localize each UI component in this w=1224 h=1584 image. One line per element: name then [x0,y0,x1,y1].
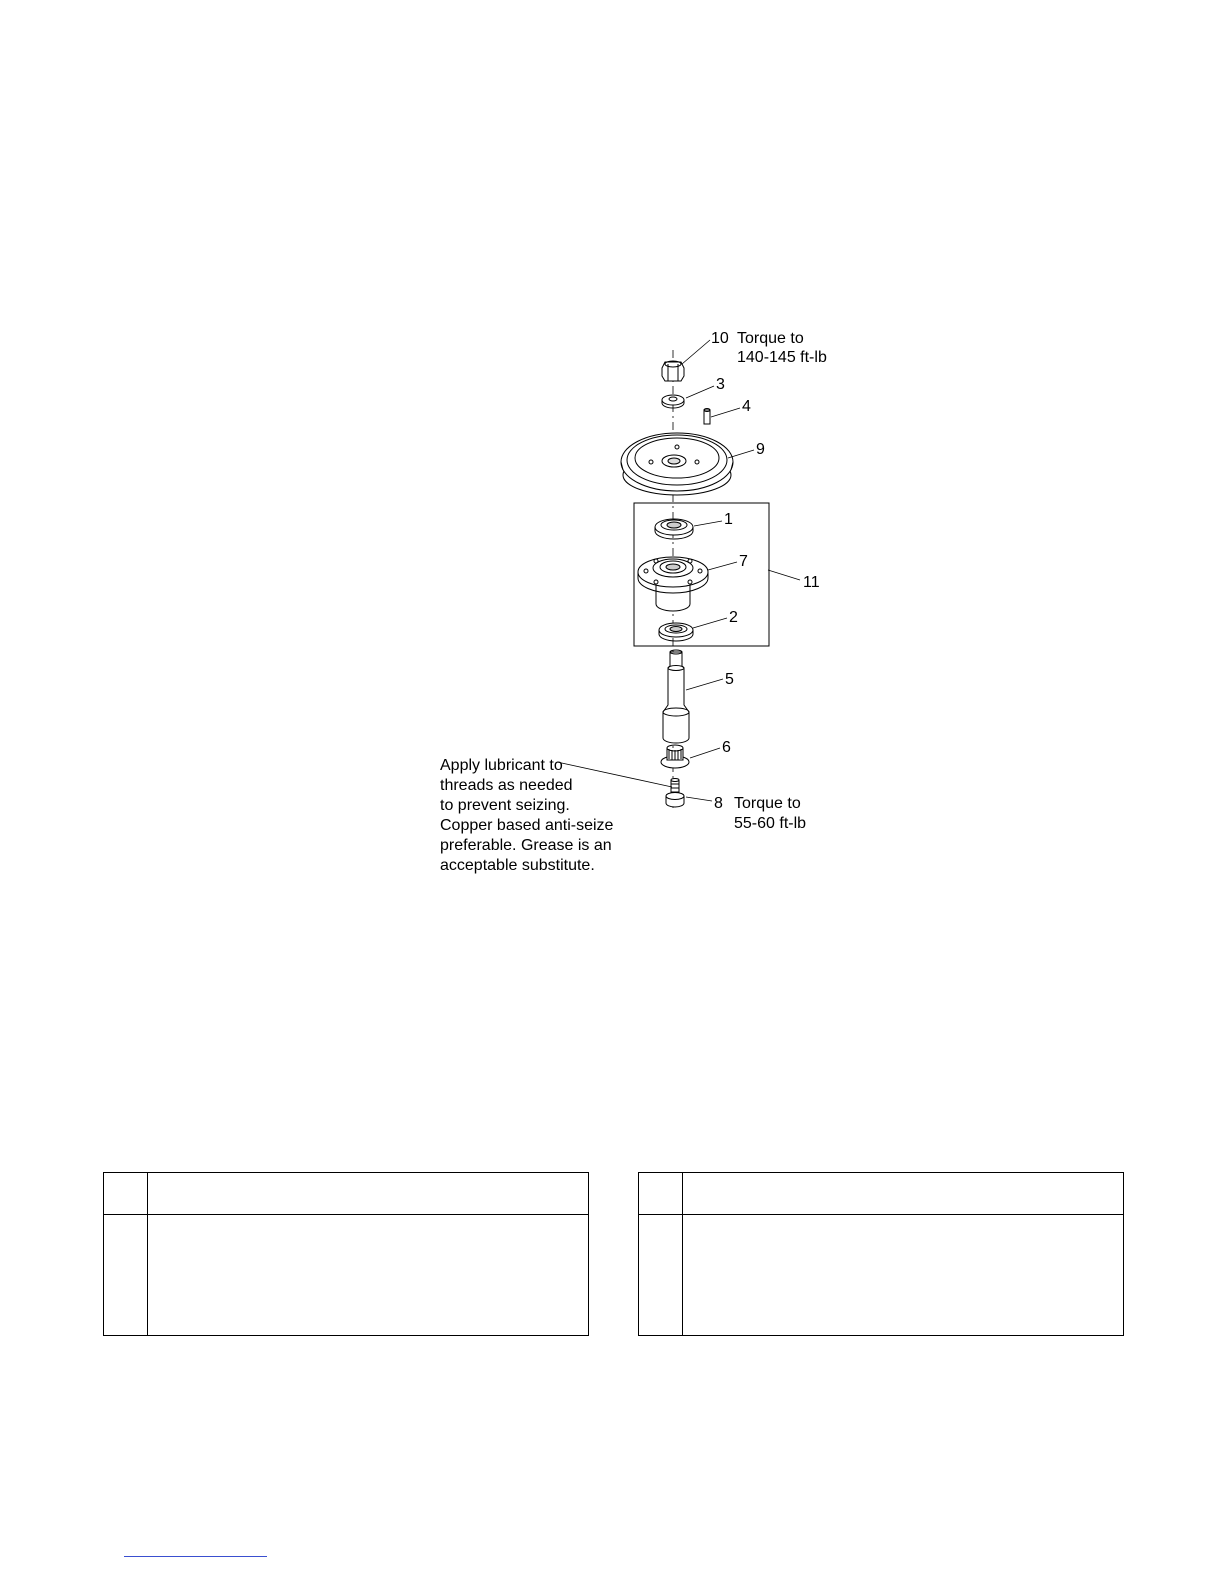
table-header-cell [104,1173,148,1215]
part-7-housing [638,557,708,611]
table-cell [639,1215,683,1336]
parts-table-left [103,1172,589,1336]
part-5-shaft [663,650,689,743]
lubricant-note-line-2: threads as needed [440,777,573,794]
callout-2: 2 [729,609,738,626]
lubricant-note-line-5: preferable. Grease is an [440,837,612,854]
callout-11: 11 [803,574,820,591]
callout-5: 5 [725,671,734,688]
torque-note-bottom-line-2: 55-60 ft-lb [734,815,807,832]
table-header-cell [639,1173,683,1215]
callout-9: 9 [756,441,765,458]
callout-numbers [711,330,820,812]
torque-note-top [737,330,827,366]
torque-note-bottom-line-1: Torque to [734,795,801,812]
table-cell [148,1215,589,1336]
callout-8: 8 [714,795,723,812]
table-header-cell [683,1173,1124,1215]
lubricant-note-line-3: to prevent seizing. [440,797,570,814]
callout-1: 1 [724,511,733,528]
callout-6: 6 [722,739,731,756]
torque-note-top-line-2: 140-145 ft-lb [737,349,827,366]
callout-7: 7 [739,553,748,570]
part-9-pulley [621,433,733,495]
part-10-nut [662,361,684,381]
torque-note-top-line-1: Torque to [737,330,804,347]
part-6-hub [661,745,689,768]
part-1-bearing [655,519,693,539]
lubricant-note-line-4: Copper based anti-seize [440,817,614,834]
parts-table-right [638,1172,1124,1336]
part-4-key [704,409,710,425]
callout-4: 4 [742,398,751,415]
lubricant-note-line-6: acceptable substitute. [440,857,595,874]
footer-link-underline[interactable] [124,1556,267,1557]
part-2-bearing [659,623,693,641]
lubricant-note [440,757,614,874]
torque-note-bottom [734,795,806,832]
table-header-cell [148,1173,589,1215]
callout-3: 3 [716,376,725,393]
table-cell [683,1215,1124,1336]
callout-10: 10 [711,330,729,347]
table-cell [104,1215,148,1336]
lubricant-note-line-1: Apply lubricant to [440,757,563,774]
part-8-bolt [666,779,684,808]
